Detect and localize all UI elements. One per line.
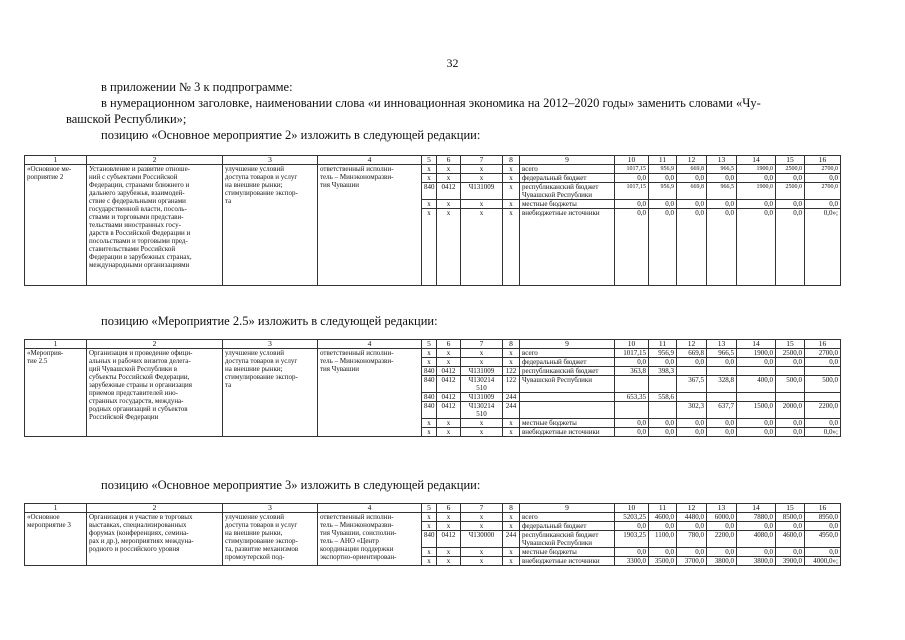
funding-value: 0,0 bbox=[649, 200, 677, 209]
budget-code-c8: x bbox=[503, 349, 520, 358]
funding-source: внебюджетные источники bbox=[520, 557, 615, 566]
funding-source: федеральный бюджет bbox=[520, 174, 615, 183]
funding-value: 8500,0 bbox=[776, 513, 805, 522]
column-number: 1 bbox=[25, 156, 87, 165]
funding-value: 0,0 bbox=[776, 174, 805, 183]
funding-value: 2700,0 bbox=[805, 349, 841, 358]
funding-source: Чувашской Республики bbox=[520, 376, 615, 393]
column-number: 2 bbox=[87, 156, 223, 165]
activity-description: Организация и участие в торговых выставках, специализированных форумах (конференциях, семина- рах и др.), мероприятиях междуна- родного и российского уровня bbox=[87, 513, 223, 566]
funding-value: 1017,15 bbox=[615, 349, 649, 358]
funding-source bbox=[520, 393, 615, 402]
budget-code-c8: x bbox=[503, 522, 520, 531]
table-row bbox=[25, 349, 841, 358]
funding-source: федеральный бюджет bbox=[520, 358, 615, 367]
column-number: 1 bbox=[25, 504, 87, 513]
funding-source: всего bbox=[520, 349, 615, 358]
column-number: 15 bbox=[776, 156, 805, 165]
column-number: 8 bbox=[503, 340, 520, 349]
funding-value bbox=[776, 367, 805, 376]
column-number: 16 bbox=[805, 504, 841, 513]
table-row bbox=[25, 165, 841, 174]
funding-value: 0,0 bbox=[677, 522, 707, 531]
funding-source: внебюджетные источники bbox=[520, 209, 615, 286]
funding-value: 2000,0 bbox=[776, 402, 805, 419]
funding-value: 956,9 bbox=[649, 165, 677, 174]
funding-value: 7880,0 bbox=[737, 513, 776, 522]
column-number: 2 bbox=[87, 340, 223, 349]
funding-value: 0,0 bbox=[805, 200, 841, 209]
table-header-row bbox=[25, 156, 841, 165]
funding-value bbox=[737, 393, 776, 402]
funding-value: 0,0 bbox=[707, 174, 737, 183]
funding-value: 6000,0 bbox=[707, 513, 737, 522]
column-number: 8 bbox=[503, 156, 520, 165]
activity-goal: улучшение условий доступа товаров и услуг на внешние рынки; стимулирование экспор- та bbox=[223, 349, 318, 437]
funding-value: 0,0 bbox=[615, 522, 649, 531]
column-number: 16 bbox=[805, 156, 841, 165]
intro-line-2-cont: вашской Республики»; bbox=[66, 112, 187, 126]
column-number: 13 bbox=[707, 156, 737, 165]
funding-value: 0,0 bbox=[649, 209, 677, 286]
funding-value: 8950,0 bbox=[805, 513, 841, 522]
budget-code-c5: x bbox=[422, 557, 437, 566]
column-number: 3 bbox=[223, 156, 318, 165]
budget-code-c6: x bbox=[437, 174, 461, 183]
funding-value: 363,8 bbox=[615, 367, 649, 376]
funding-value: 0,0 bbox=[677, 358, 707, 367]
funding-value: 0,0 bbox=[737, 419, 776, 428]
funding-value: 0,0 bbox=[707, 358, 737, 367]
responsible-executor: ответственный исполни- тель – Минэкономразви- тия Чувашии bbox=[318, 349, 422, 437]
column-number: 4 bbox=[318, 156, 422, 165]
column-number: 14 bbox=[737, 156, 776, 165]
budget-code-c6: x bbox=[437, 165, 461, 174]
budget-code-c7: x bbox=[461, 557, 503, 566]
funding-value: 2700,0 bbox=[805, 183, 841, 200]
funding-value: 4480,0 bbox=[677, 513, 707, 522]
responsible-executor: ответственный исполни- тель – Минэкономразви- тия Чувашии bbox=[318, 165, 422, 286]
funding-value: 0,0 bbox=[776, 209, 805, 286]
funding-value: 0,0 bbox=[707, 522, 737, 531]
budget-code-c6: 0412 bbox=[437, 393, 461, 402]
funding-value bbox=[677, 367, 707, 376]
funding-value: 0,0 bbox=[649, 522, 677, 531]
budget-code-c5: x bbox=[422, 174, 437, 183]
funding-value: 0,0 bbox=[615, 428, 649, 437]
budget-code-c8: x bbox=[503, 174, 520, 183]
budget-code-c6: x bbox=[437, 428, 461, 437]
funding-value: 3300,0 bbox=[615, 557, 649, 566]
funding-value bbox=[677, 393, 707, 402]
budget-code-c5: x bbox=[422, 548, 437, 557]
funding-value: 2500,0 bbox=[776, 183, 805, 200]
funding-value: 0,0 bbox=[677, 200, 707, 209]
heading-main-event-3: позицию «Основное мероприятие 3» изложить в следующей редакции: bbox=[101, 478, 481, 492]
budget-code-c5: x bbox=[422, 165, 437, 174]
column-number: 12 bbox=[677, 156, 707, 165]
budget-code-c8: 244 bbox=[503, 531, 520, 548]
budget-code-c6: x bbox=[437, 349, 461, 358]
funding-value: 500,0 bbox=[805, 376, 841, 393]
budget-code-c8: x bbox=[503, 200, 520, 209]
funding-value: 3500,0 bbox=[649, 557, 677, 566]
budget-code-c8: 122 bbox=[503, 376, 520, 393]
budget-code-c6: 0412 bbox=[437, 531, 461, 548]
budget-code-c7: Ч131009 bbox=[461, 367, 503, 376]
column-number: 14 bbox=[737, 504, 776, 513]
funding-value: 0,0 bbox=[737, 200, 776, 209]
table-row bbox=[25, 513, 841, 522]
funding-value: 0,0 bbox=[615, 209, 649, 286]
column-number: 9 bbox=[520, 156, 615, 165]
funding-value: 669,8 bbox=[677, 165, 707, 174]
funding-value: 0,0 bbox=[776, 428, 805, 437]
budget-code-c8: x bbox=[503, 165, 520, 174]
funding-value: 0,0 bbox=[615, 200, 649, 209]
funding-value: 0,0 bbox=[649, 548, 677, 557]
funding-value: 0,0 bbox=[649, 174, 677, 183]
funding-value: 0,0 bbox=[615, 358, 649, 367]
budget-code-c8: x bbox=[503, 428, 520, 437]
funding-value: 966,5 bbox=[707, 183, 737, 200]
table-main-event-2 bbox=[24, 155, 841, 286]
funding-value bbox=[649, 376, 677, 393]
budget-code-c7: x bbox=[461, 165, 503, 174]
funding-source: федеральный бюджет bbox=[520, 522, 615, 531]
funding-value: 2700,0 bbox=[805, 165, 841, 174]
funding-value: 2500,0 bbox=[776, 165, 805, 174]
budget-code-c7: x bbox=[461, 349, 503, 358]
budget-code-c8: x bbox=[503, 183, 520, 200]
budget-code-c7: Ч130214 510 bbox=[461, 376, 503, 393]
column-number: 13 bbox=[707, 340, 737, 349]
intro-line-2: в нумерационном заголовке, наименовании слова «и инновационная экономика на 2012–2020 годы» заменить словами «Чу- bbox=[101, 96, 761, 110]
column-number: 15 bbox=[776, 504, 805, 513]
funding-source: местные бюджеты bbox=[520, 419, 615, 428]
heading-main-event-2: позицию «Основное мероприятие 2» изложить в следующей редакции: bbox=[101, 128, 481, 142]
column-number: 10 bbox=[615, 504, 649, 513]
funding-value: 0,0 bbox=[805, 522, 841, 531]
funding-value: 0,0 bbox=[737, 174, 776, 183]
funding-value: 0,0 bbox=[707, 419, 737, 428]
column-number: 11 bbox=[649, 340, 677, 349]
funding-value: 0,0 bbox=[677, 174, 707, 183]
intro-line-1: в приложении № 3 к подпрограмме: bbox=[101, 80, 293, 94]
funding-value: 0,0»; bbox=[805, 428, 841, 437]
funding-value: 956,9 bbox=[649, 349, 677, 358]
funding-value: 1900,0 bbox=[737, 349, 776, 358]
column-number: 15 bbox=[776, 340, 805, 349]
column-number: 13 bbox=[707, 504, 737, 513]
funding-value bbox=[737, 367, 776, 376]
funding-value: 0,0 bbox=[805, 419, 841, 428]
funding-value: 780,0 bbox=[677, 531, 707, 548]
funding-value: 0,0 bbox=[677, 548, 707, 557]
funding-value: 0,0 bbox=[707, 200, 737, 209]
column-number: 6 bbox=[437, 504, 461, 513]
funding-value: 1017,15 bbox=[615, 165, 649, 174]
funding-value: 966,5 bbox=[707, 349, 737, 358]
funding-value: 0,0»; bbox=[805, 209, 841, 286]
budget-code-c8: 244 bbox=[503, 393, 520, 402]
budget-code-c7: Ч130214 510 bbox=[461, 402, 503, 419]
column-number: 7 bbox=[461, 504, 503, 513]
funding-value: 0,0 bbox=[776, 522, 805, 531]
funding-value: 398,3 bbox=[649, 367, 677, 376]
table-main-event-3 bbox=[24, 503, 841, 566]
funding-value: 0,0 bbox=[615, 174, 649, 183]
budget-code-c7: x bbox=[461, 513, 503, 522]
funding-value: 0,0 bbox=[737, 548, 776, 557]
activity-number: «Основное ме- роприятие 2 bbox=[25, 165, 87, 286]
column-number: 9 bbox=[520, 340, 615, 349]
funding-value: 1100,0 bbox=[649, 531, 677, 548]
funding-source bbox=[520, 402, 615, 419]
funding-value: 653,35 bbox=[615, 393, 649, 402]
column-number: 5 bbox=[422, 340, 437, 349]
budget-code-c5: x bbox=[422, 349, 437, 358]
funding-value: 0,0 bbox=[737, 522, 776, 531]
budget-code-c6: x bbox=[437, 200, 461, 209]
budget-code-c5: x bbox=[422, 513, 437, 522]
funding-value: 0,0 bbox=[805, 174, 841, 183]
column-number: 4 bbox=[318, 504, 422, 513]
column-number: 10 bbox=[615, 156, 649, 165]
funding-value: 0,0 bbox=[615, 419, 649, 428]
funding-source: местные бюджеты bbox=[520, 548, 615, 557]
column-number: 8 bbox=[503, 504, 520, 513]
column-number: 11 bbox=[649, 504, 677, 513]
column-number: 10 bbox=[615, 340, 649, 349]
funding-value bbox=[776, 393, 805, 402]
budget-code-c7: x bbox=[461, 428, 503, 437]
column-number: 12 bbox=[677, 504, 707, 513]
page-number: 32 bbox=[446, 56, 459, 70]
budget-code-c6: x bbox=[437, 548, 461, 557]
funding-value: 0,0 bbox=[707, 428, 737, 437]
funding-source: всего bbox=[520, 513, 615, 522]
column-number: 11 bbox=[649, 156, 677, 165]
funding-value: 4600,0 bbox=[776, 531, 805, 548]
funding-value: 400,0 bbox=[737, 376, 776, 393]
budget-code-c5: 840 bbox=[422, 367, 437, 376]
funding-value: 0,0 bbox=[776, 200, 805, 209]
funding-value: 0,0 bbox=[805, 548, 841, 557]
budget-code-c5: x bbox=[422, 428, 437, 437]
funding-source: внебюджетные источники bbox=[520, 428, 615, 437]
budget-code-c8: x bbox=[503, 209, 520, 286]
column-number: 2 bbox=[87, 504, 223, 513]
budget-code-c5: 840 bbox=[422, 393, 437, 402]
funding-value: 558,6 bbox=[649, 393, 677, 402]
column-number: 1 bbox=[25, 340, 87, 349]
funding-value bbox=[805, 393, 841, 402]
funding-value: 2200,0 bbox=[805, 402, 841, 419]
activity-goal: улучшение условий доступа товаров и услуг на внешние рынки; стимулирование экспор- та bbox=[223, 165, 318, 286]
budget-code-c5: x bbox=[422, 209, 437, 286]
budget-code-c5: 840 bbox=[422, 183, 437, 200]
column-number: 4 bbox=[318, 340, 422, 349]
funding-source: республиканский бюджет bbox=[520, 367, 615, 376]
budget-code-c6: 0412 bbox=[437, 367, 461, 376]
budget-code-c6: x bbox=[437, 358, 461, 367]
budget-code-c8: x bbox=[503, 548, 520, 557]
activity-goal: улучшение условий доступа товаров и услуг на внешние рынки, стимулирование экспор- та, развитие механизмов промоутерской под- bbox=[223, 513, 318, 566]
budget-code-c7: x bbox=[461, 522, 503, 531]
budget-code-c5: x bbox=[422, 358, 437, 367]
activity-description: Установление и развитие отноше- ний с субъектами Российской Федерации, странами ближнего и дальнего зарубежья, взаимодей- ствие с федеральными органами государственной власти, посоль- ствами и торговыми представи- тельствами иностранных госу- дарств в Российской Федерации и посольствами и торговыми пред- ставительствами Российской Федерации в зарубежных странах, международными организациями bbox=[87, 165, 223, 286]
funding-value: 1900,0 bbox=[737, 165, 776, 174]
funding-value: 1500,0 bbox=[737, 402, 776, 419]
budget-code-c7: x bbox=[461, 174, 503, 183]
funding-value: 669,8 bbox=[677, 349, 707, 358]
funding-value: 3800,0 bbox=[707, 557, 737, 566]
funding-value: 3700,0 bbox=[677, 557, 707, 566]
budget-code-c7: Ч131009 bbox=[461, 183, 503, 200]
funding-value: 0,0 bbox=[615, 548, 649, 557]
activity-description: Организация и проведение офици- альных и рабочих визитов делега- ций Чувашской Республики в субъекты Российской Федерации, зарубежные страны и организация приемов представителей ино- странных государств, междуна- родных организаций и субъектов Российской Федерации bbox=[87, 349, 223, 437]
budget-code-c8: x bbox=[503, 358, 520, 367]
column-number: 6 bbox=[437, 340, 461, 349]
funding-source: всего bbox=[520, 165, 615, 174]
budget-code-c6: x bbox=[437, 522, 461, 531]
budget-code-c7: Ч131009 bbox=[461, 393, 503, 402]
funding-value: 0,0 bbox=[677, 428, 707, 437]
funding-value: 966,5 bbox=[707, 165, 737, 174]
funding-value: 0,0 bbox=[805, 358, 841, 367]
funding-value: 4600,0 bbox=[649, 513, 677, 522]
budget-code-c7: x bbox=[461, 419, 503, 428]
funding-value: 1017,15 bbox=[615, 183, 649, 200]
column-number: 6 bbox=[437, 156, 461, 165]
funding-source: местные бюджеты bbox=[520, 200, 615, 209]
budget-code-c7: Ч130000 bbox=[461, 531, 503, 548]
funding-value: 500,0 bbox=[776, 376, 805, 393]
budget-code-c8: x bbox=[503, 513, 520, 522]
budget-code-c8: x bbox=[503, 419, 520, 428]
budget-code-c5: x bbox=[422, 522, 437, 531]
funding-value: 0,0 bbox=[677, 419, 707, 428]
budget-code-c7: x bbox=[461, 548, 503, 557]
funding-value: 1903,25 bbox=[615, 531, 649, 548]
column-number: 9 bbox=[520, 504, 615, 513]
column-number: 3 bbox=[223, 340, 318, 349]
funding-value: 4950,0 bbox=[805, 531, 841, 548]
budget-code-c6: x bbox=[437, 513, 461, 522]
funding-value: 2200,0 bbox=[707, 531, 737, 548]
budget-code-c6: 0412 bbox=[437, 183, 461, 200]
budget-code-c8: x bbox=[503, 557, 520, 566]
activity-number: «Основное мероприятие 3 bbox=[25, 513, 87, 566]
column-number: 5 bbox=[422, 156, 437, 165]
funding-value bbox=[615, 376, 649, 393]
budget-code-c8: 122 bbox=[503, 367, 520, 376]
activity-number: «Мероприя- тие 2.5 bbox=[25, 349, 87, 437]
funding-value: 0,0 bbox=[737, 209, 776, 286]
budget-code-c6: x bbox=[437, 209, 461, 286]
budget-code-c5: 840 bbox=[422, 531, 437, 548]
budget-code-c7: x bbox=[461, 358, 503, 367]
column-number: 3 bbox=[223, 504, 318, 513]
funding-value: 637,7 bbox=[707, 402, 737, 419]
budget-code-c6: 0412 bbox=[437, 376, 461, 393]
funding-value: 0,0 bbox=[707, 548, 737, 557]
funding-value: 0,0 bbox=[707, 209, 737, 286]
funding-value: 0,0 bbox=[776, 419, 805, 428]
budget-code-c5: x bbox=[422, 419, 437, 428]
responsible-executor: ответственный исполни- тель – Минэкономразви- тия Чувашии, соисполни- тель – АНО «Центр координации поддержки экспортно-ориентирован- bbox=[318, 513, 422, 566]
budget-code-c7: x bbox=[461, 209, 503, 286]
funding-value: 5203,25 bbox=[615, 513, 649, 522]
budget-code-c5: 840 bbox=[422, 376, 437, 393]
funding-value: 1900,0 bbox=[737, 183, 776, 200]
funding-value: 0,0 bbox=[677, 209, 707, 286]
funding-source: республиканский бюджет Чувашской Республики bbox=[520, 531, 615, 548]
table-event-2-5 bbox=[24, 339, 841, 437]
funding-value: 0,0 bbox=[737, 358, 776, 367]
funding-value bbox=[707, 393, 737, 402]
funding-value: 0,0 bbox=[776, 548, 805, 557]
funding-value: 0,0 bbox=[776, 358, 805, 367]
column-number: 7 bbox=[461, 156, 503, 165]
funding-value: 0,0 bbox=[649, 419, 677, 428]
funding-value: 2500,0 bbox=[776, 349, 805, 358]
budget-code-c6: 0412 bbox=[437, 402, 461, 419]
budget-code-c6: x bbox=[437, 557, 461, 566]
funding-value: 367,5 bbox=[677, 376, 707, 393]
column-number: 12 bbox=[677, 340, 707, 349]
column-number: 16 bbox=[805, 340, 841, 349]
funding-value: 328,8 bbox=[707, 376, 737, 393]
funding-value bbox=[707, 367, 737, 376]
column-number: 14 bbox=[737, 340, 776, 349]
funding-value: 0,0 bbox=[649, 358, 677, 367]
funding-value: 3800,0 bbox=[737, 557, 776, 566]
budget-code-c8: 244 bbox=[503, 402, 520, 419]
table-header-row bbox=[25, 340, 841, 349]
funding-value: 956,9 bbox=[649, 183, 677, 200]
funding-value: 3900,0 bbox=[776, 557, 805, 566]
funding-value bbox=[615, 402, 649, 419]
funding-source: республиканский бюджет Чувашской Республики bbox=[520, 183, 615, 200]
budget-code-c6: x bbox=[437, 419, 461, 428]
budget-code-c5: 840 bbox=[422, 402, 437, 419]
funding-value: 4000,0»; bbox=[805, 557, 841, 566]
budget-code-c7: x bbox=[461, 200, 503, 209]
column-number: 7 bbox=[461, 340, 503, 349]
column-number: 5 bbox=[422, 504, 437, 513]
funding-value: 0,0 bbox=[649, 428, 677, 437]
heading-event-2-5: позицию «Мероприятие 2.5» изложить в следующей редакции: bbox=[101, 314, 438, 328]
funding-value: 0,0 bbox=[737, 428, 776, 437]
funding-value: 669,8 bbox=[677, 183, 707, 200]
funding-value bbox=[805, 367, 841, 376]
funding-value: 4080,0 bbox=[737, 531, 776, 548]
budget-code-c5: x bbox=[422, 200, 437, 209]
table-header-row bbox=[25, 504, 841, 513]
funding-value: 302,3 bbox=[677, 402, 707, 419]
funding-value bbox=[649, 402, 677, 419]
